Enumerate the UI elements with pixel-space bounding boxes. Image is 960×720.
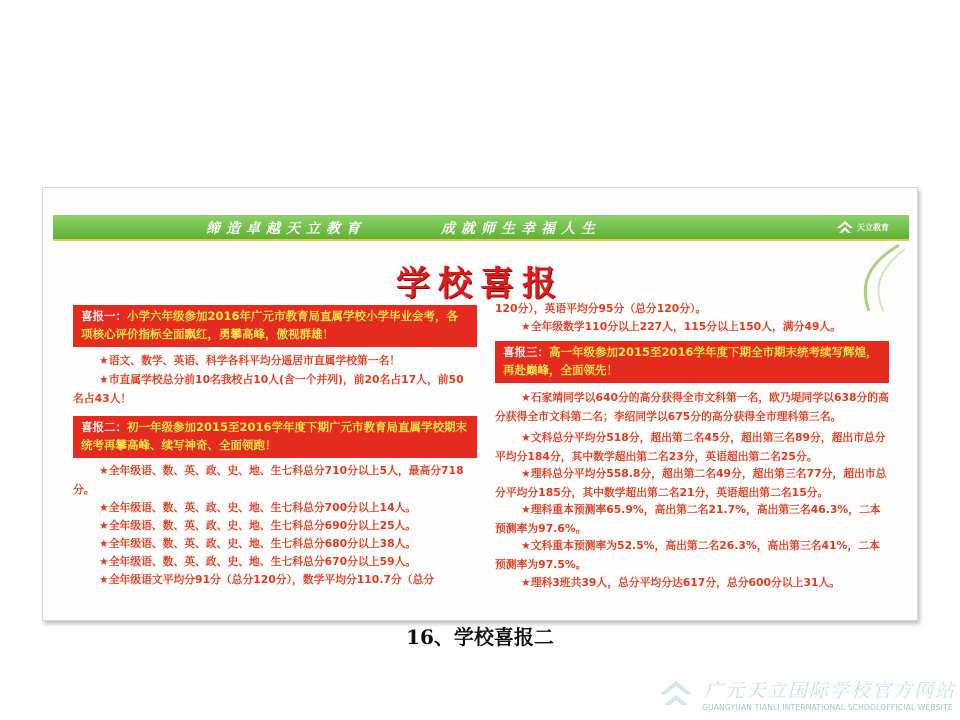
banner-slogan-left: 缔造卓越天立教育: [206, 221, 366, 237]
watermark: [658, 676, 958, 716]
list-item-text: 全年级语、数、英、政、史、地、生七科总分710分以上5人，最高分718分。: [73, 464, 464, 496]
star-icon: ★: [99, 501, 109, 514]
list-item-text: 120分），英语平均分95分（总分120分）。: [495, 302, 707, 315]
list-item: [495, 465, 889, 502]
logo-text: 天立教育: [857, 222, 889, 232]
star-icon: ★: [99, 464, 109, 477]
star-icon: ★: [99, 519, 109, 532]
star-icon: ★: [521, 431, 531, 444]
news-box-3: [495, 341, 889, 383]
news-box-1-text: 小学六年级参加2016年广元市教育局直属学校小学毕业会考，各项核心评价指标全面飘红，勇攀高峰，傲视群雄！: [81, 309, 459, 341]
list-item-text: 全年级语、数、英、政、史、地、生七科总分670分以上59人。: [108, 555, 417, 568]
list-item: [99, 553, 479, 572]
list-item: [521, 574, 901, 593]
watermark-chinese: 广元天立国际学校官方网站: [704, 680, 957, 702]
list-item-text: 全年级语、数、英、政、史、地、生七科总分690分以上25人。: [108, 519, 417, 532]
list-item: [73, 462, 473, 499]
list-item: [495, 429, 889, 466]
news-box-2: [73, 416, 477, 458]
list-item-text: 全年级语、数、英、政、史、地、生七科总分700分以上14人。: [108, 501, 417, 514]
news-box-3-text: 高一年级参加2015至2016学年度下期全市期末统考续写辉煌，再赴巅峰，全面领先！: [503, 345, 878, 377]
list-item-text: 市直属学校总分前10名我校占10人(含一个并列)，前20名占17人，前50名占43人！: [73, 373, 464, 405]
star-icon: ★: [99, 573, 109, 586]
star-icon: ★: [521, 320, 531, 333]
news-box-2-label: 喜报二：: [81, 420, 127, 434]
news-box-2-text: 初一年级参加2015至2016学年度下期广元市教育局直属学校期末统考再攀高峰、续写神奇、全面领跑！: [81, 420, 468, 452]
star-icon: ★: [99, 537, 109, 550]
list-item-text: 理科3班共39人，总分平均分达617分，总分600分以上31人。: [530, 576, 841, 589]
star-icon: ★: [99, 373, 109, 386]
news-box-3-label: 喜报三：: [503, 345, 549, 359]
board-title: 学校喜报: [396, 264, 564, 304]
banner-slogan-right: 成就师生幸福人生: [441, 221, 601, 237]
list-item-text: 理科重本预测率65.9%，高出第二名21.7%，高出第三名46.3%，二本预测率为97.6%。: [495, 503, 881, 535]
slide-caption: 16、学校喜报二: [406, 625, 554, 649]
star-icon: ★: [99, 354, 109, 367]
list-item: [495, 537, 889, 574]
star-icon: ★: [521, 391, 531, 404]
banner-underline: [53, 239, 909, 241]
list-item: [495, 389, 889, 426]
star-icon: ★: [521, 503, 531, 516]
star-icon: ★: [521, 467, 531, 480]
list-item-text: 石家靖同学以640分的高分获得全市文科第一名，欧乃堤同学以638分的高分获得全市文科第二名；李绍同学以675分的高分获得全市理科第三名。: [495, 391, 889, 423]
tianli-logo: [836, 218, 889, 236]
list-item-text: 文科重本预测率为52.5%，高出第二名26.3%，高出第三名41%，二本预测率为97.5%。: [495, 539, 880, 571]
list-item: [99, 517, 479, 536]
watermark-english: GUANGYUAN TIANLI INTERNATIONAL SCHOOLOFFICIAL WEBSITE: [702, 703, 953, 712]
green-banner: [53, 215, 909, 239]
list-item-text: 文科总分平均分518分，超出第二名45分，超出第三名89分，超出市总分平均分184分，其中数学超出第二名23分，英语超出第二名25分。: [495, 431, 886, 463]
news-box-1-label: 喜报一：: [81, 309, 127, 323]
watermark-logo-icon: [658, 678, 694, 708]
list-item-continued: [495, 300, 895, 319]
star-icon: ★: [521, 576, 531, 589]
news-box-1: [73, 305, 477, 347]
list-item: [99, 535, 479, 554]
list-item-text: 全年级语文平均分91分（总分120分），数学平均分110.7分（总分: [108, 573, 435, 586]
star-icon: ★: [99, 555, 109, 568]
list-item: [495, 501, 889, 538]
star-icon: ★: [521, 539, 531, 552]
list-item: [99, 571, 499, 590]
list-item: [99, 352, 469, 371]
list-item: [99, 499, 479, 518]
notice-board: [42, 187, 918, 621]
list-item: [521, 318, 901, 337]
list-item-text: 全年级语、数、英、政、史、地、生七科总分680分以上38人。: [108, 537, 417, 550]
tianli-logo-icon: [836, 219, 854, 235]
list-item-text: 全年级数学110分以上227人，115分以上150人，满分49人。: [530, 320, 842, 333]
list-item-text: 理科总分平均分558.8分，超出第二名49分，超出第三名77分，超出市总分平均分185分，其中数学超出第二名21分，英语超出第二名15分。: [495, 467, 887, 499]
list-item-text: 语文、数学、英语、科学各科平均分遥居市直属学校第一名！: [108, 354, 401, 367]
list-item: [73, 371, 469, 408]
